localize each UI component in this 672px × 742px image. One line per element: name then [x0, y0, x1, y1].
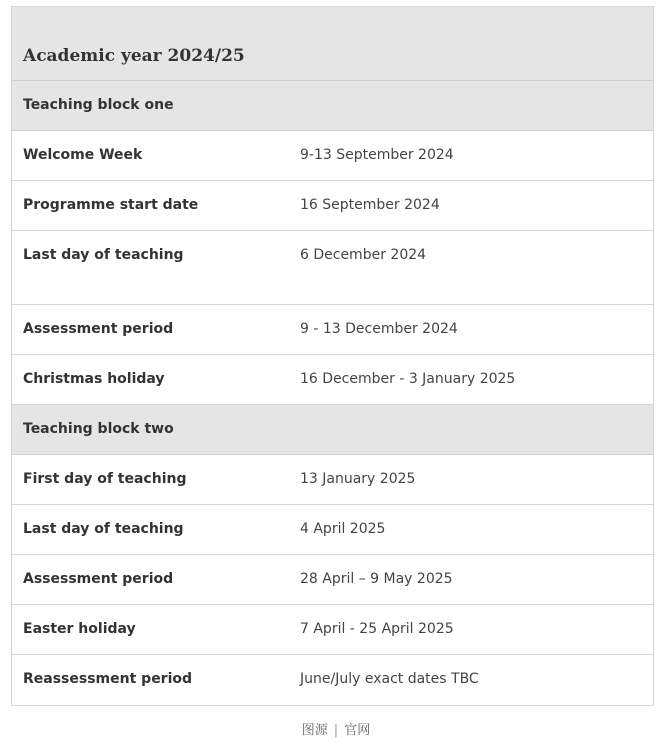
table-row — [12, 655, 653, 705]
table-row — [12, 505, 653, 555]
row-value: 6 December 2024 — [300, 247, 427, 263]
row-label: Last day of teaching — [23, 521, 184, 537]
row-value: 9-13 September 2024 — [300, 147, 454, 163]
table-row — [12, 605, 653, 655]
row-label: Programme start date — [23, 197, 199, 213]
row-label: Easter holiday — [23, 621, 136, 637]
table-row — [12, 305, 653, 355]
row-value: 13 January 2025 — [300, 471, 416, 487]
row-value: 16 September 2024 — [300, 197, 440, 213]
section-heading-label: Teaching block one — [23, 97, 174, 113]
row-label: Assessment period — [23, 321, 174, 337]
table-row — [12, 231, 653, 305]
row-label: Welcome Week — [23, 147, 143, 163]
row-value: 16 December - 3 January 2025 — [300, 371, 516, 387]
caption-separator: | — [333, 723, 339, 738]
table-row — [12, 181, 653, 231]
table-row — [12, 131, 653, 181]
section-heading-label: Teaching block two — [23, 421, 174, 437]
source-label: 图源 — [301, 723, 328, 738]
row-label: Reassessment period — [23, 671, 193, 687]
table-row — [12, 555, 653, 605]
section-heading-block-one — [12, 81, 653, 131]
image-source-caption — [0, 722, 672, 740]
row-value: 4 April 2025 — [300, 521, 386, 537]
table-row — [12, 455, 653, 505]
row-value: 9 - 13 December 2024 — [300, 321, 458, 337]
row-value: 28 April – 9 May 2025 — [300, 571, 453, 587]
table-row — [12, 355, 653, 405]
row-label: Christmas holiday — [23, 371, 165, 387]
row-value: June/July exact dates TBC — [300, 671, 479, 687]
academic-calendar-table — [11, 6, 654, 706]
section-heading-block-two — [12, 405, 653, 455]
row-label: Assessment period — [23, 571, 174, 587]
table-title-row — [12, 7, 653, 81]
row-label: Last day of teaching — [23, 247, 184, 263]
row-label: First day of teaching — [23, 471, 187, 487]
row-value: 7 April - 25 April 2025 — [300, 621, 454, 637]
table-title: Academic year 2024/25 — [23, 46, 245, 66]
site-label: 官网 — [344, 723, 371, 738]
